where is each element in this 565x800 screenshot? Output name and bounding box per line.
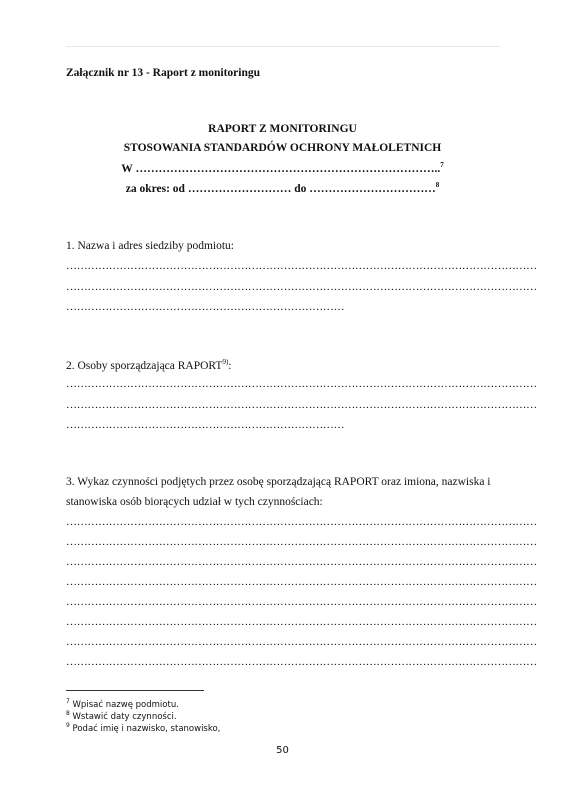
section2-dotline: …………………………………………………………………………………………………………………… [66, 378, 537, 390]
footnote-ref: 9 [66, 722, 70, 729]
section3-dotline: …………………………………………………………………………………………………………………… [66, 636, 537, 648]
section3-dotline: …………………………………………………………………………………………………………………… [66, 556, 537, 568]
page-number: 50 [276, 745, 289, 756]
section3-label-line1: 3. Wykaz czynności podjętych przez osobę sporządzającą RAPORT oraz imiona, nazwiska i [66, 476, 491, 488]
footnote-text: Podać imię i nazwisko, stanowisko, [72, 723, 221, 734]
section3-dotline: …………………………………………………………………………………………………………………… [66, 596, 537, 608]
footnote-8 [66, 710, 177, 722]
section2-footnote-ref: 9) [222, 358, 229, 366]
report-subject-line [0, 161, 565, 175]
section2-colon: : [228, 359, 232, 372]
section2-dotline: …………………………………………………………………………………………………………………… [66, 399, 537, 411]
report-period-line [0, 181, 565, 195]
section1-dotline: …………………………………………………………………………………………………………………… [66, 281, 537, 293]
section3-dotline: …………………………………………………………………………………………………………………… [66, 576, 537, 588]
report-title-line2: STOSOWANIA STANDARDÓW OCHRONY MAŁOLETNICH [123, 142, 442, 154]
period-footnote-ref: 8 [435, 181, 440, 189]
section3-dotline: …………………………………………………………………………………………………………………… [66, 516, 537, 528]
section1-dotline: …………………………………………………………………………………………………………………… [66, 260, 537, 272]
footnote-rule [66, 690, 204, 691]
footnote-text: Wpisać nazwę podmiotu. [72, 699, 179, 710]
section3-dotline: …………………………………………………………………………………………………………………… [66, 656, 537, 668]
section2-dotline: …………………………………………………………………… [66, 419, 345, 431]
footnote-text: Wstawić daty czynności. [72, 711, 177, 722]
section3-label-line2: stanowiska osób biorących udział w tych czynnościach: [66, 496, 323, 508]
subject-footnote-ref: 7 [440, 161, 444, 169]
period-text: za okres: od ……………………… do …………………………… [125, 182, 436, 195]
section1-label: 1. Nazwa i adres siedziby podmiotu: [66, 240, 234, 252]
section2-label [66, 358, 232, 372]
footnote-ref: 8 [66, 710, 70, 717]
header-rule [66, 46, 500, 47]
section2-text: 2. Osoby sporządzająca RAPORT [66, 359, 223, 372]
section1-dotline: …………………………………………………………………… [66, 301, 345, 313]
subject-text: W …………………………………………………………………….. [121, 162, 441, 175]
footnote-9 [66, 722, 220, 734]
section3-dotline: …………………………………………………………………………………………………………………… [66, 536, 537, 548]
section3-dotline: …………………………………………………………………………………………………………………… [66, 616, 537, 628]
report-title-line1: RAPORT Z MONITORINGU [208, 123, 357, 135]
annex-title: Załącznik nr 13 - Raport z monitoringu [66, 67, 261, 79]
footnote-7 [66, 698, 179, 710]
footnote-ref: 7 [66, 698, 70, 705]
